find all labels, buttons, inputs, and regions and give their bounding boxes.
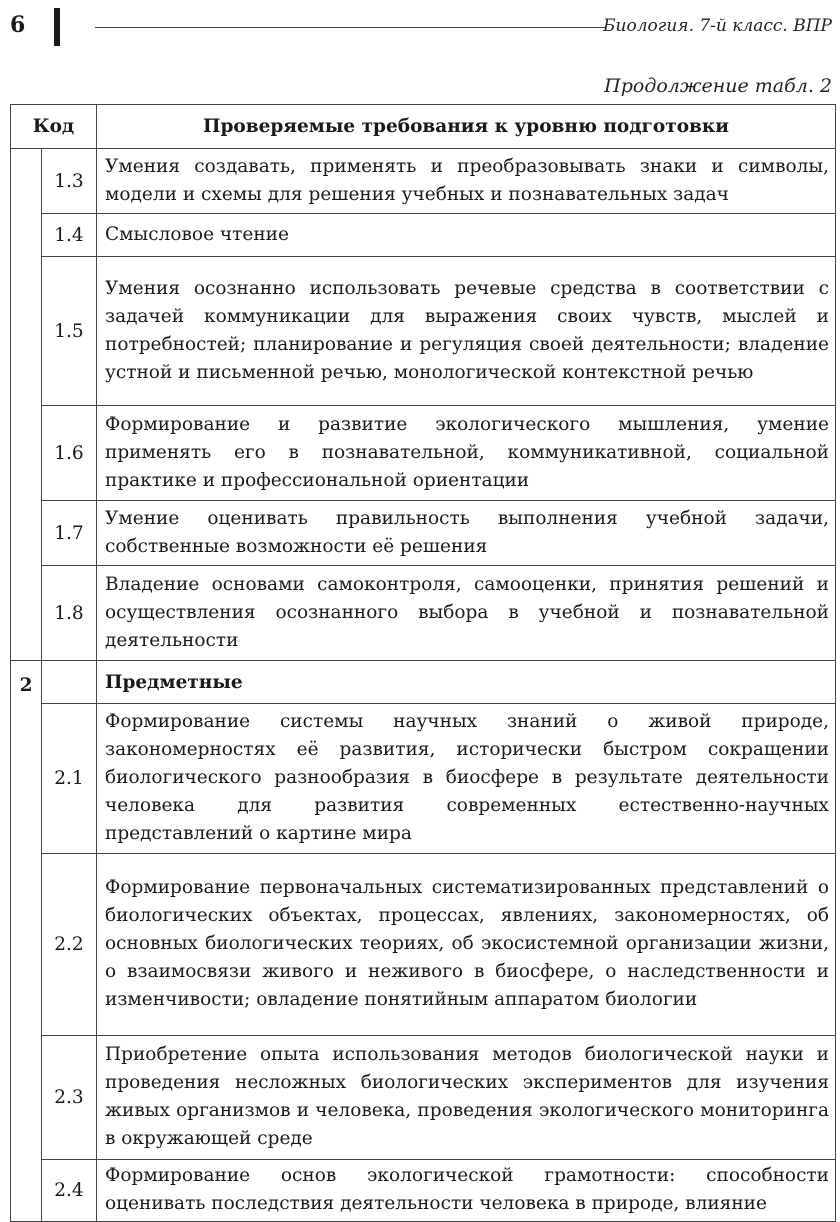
header-code: Код — [11, 105, 97, 149]
requirements-table — [10, 104, 836, 1222]
table-row — [11, 566, 836, 661]
table-header-row — [11, 105, 836, 149]
table-row — [11, 214, 836, 257]
row-code: 1.3 — [42, 149, 97, 214]
row-text: Формирование и развитие экологического мышления, умение применять его в познавательной, коммуникативной, социальной практике и профессиональной ориентации — [97, 406, 836, 501]
row-text: Смысловое чтение — [97, 214, 836, 257]
row-code: 1.8 — [42, 566, 97, 661]
row-code: 1.5 — [42, 257, 97, 406]
table-row — [11, 257, 836, 406]
table-row — [11, 854, 836, 1036]
row-text: Умение оценивать правильность выполнения учебной задачи, собственные возможности её решения — [97, 501, 836, 566]
table-row — [11, 704, 836, 854]
row-text: Формирование первоначальных систематизированных представлений о биологических объектах, процессах, явлениях, закономерностях, об основных биологических теориях, об экосистемной организации жизни, о взаимосвязи живого и неживого в биосфере, о наследственности и изменчивости; овладение понятийным аппаратом биологии — [97, 854, 836, 1036]
section-2-empty-cell — [42, 661, 97, 704]
table-row — [11, 501, 836, 566]
row-code: 2.1 — [42, 704, 97, 854]
header-bar — [54, 8, 60, 46]
row-code: 1.7 — [42, 501, 97, 566]
page-header — [0, 0, 840, 60]
row-text: Формирование основ экологической грамотности: способности оценивать последствия деятельности человека в природе, влияние — [97, 1160, 836, 1222]
row-code: 1.6 — [42, 406, 97, 501]
section-row — [11, 661, 836, 704]
table-row — [11, 1036, 836, 1160]
table-caption: Продолжение табл. 2 — [604, 75, 832, 97]
running-title: Биология. 7-й класс. ВПР — [603, 16, 832, 36]
row-text: Формирование системы научных знаний о живой природе, закономерностях её развития, исторически быстром сокращении биологического разнообразия в биосфере в результате деятельности человека для развития современных естественно-научных представлений о картине мира — [97, 704, 836, 854]
table-row — [11, 1160, 836, 1222]
row-text: Умения создавать, применять и преобразовывать знаки и символы, модели и схемы для решения учебных и познавательных задач — [97, 149, 836, 214]
section-2-code: 2 — [11, 661, 42, 1222]
header-rule — [95, 27, 605, 28]
row-code: 2.2 — [42, 854, 97, 1036]
row-code: 1.4 — [42, 214, 97, 257]
row-code: 2.4 — [42, 1160, 97, 1222]
group-1-cell — [11, 149, 42, 661]
row-text: Умения осознанно использовать речевые средства в соответствии с задачей коммуникации для выражения своих чувств, мыслей и потребностей; планирование и регуляция своей деятельности; владение устной и письменной речью, монологической контекстной речью — [97, 257, 836, 406]
section-2-title: Предметные — [97, 661, 836, 704]
table-row — [11, 406, 836, 501]
table-row — [11, 149, 836, 214]
row-code: 2.3 — [42, 1036, 97, 1160]
page-number: 6 — [10, 12, 26, 38]
row-text: Приобретение опыта использования методов биологической науки и проведения несложных биологических экспериментов для изучения живых организмов и человека, проведения экологического мониторинга в окружающей среде — [97, 1036, 836, 1160]
header-requirements: Проверяемые требования к уровню подготовки — [97, 105, 836, 149]
row-text: Владение основами самоконтроля, самооценки, принятия решений и осуществления осознанного выбора в учебной и познавательной деятельности — [97, 566, 836, 661]
